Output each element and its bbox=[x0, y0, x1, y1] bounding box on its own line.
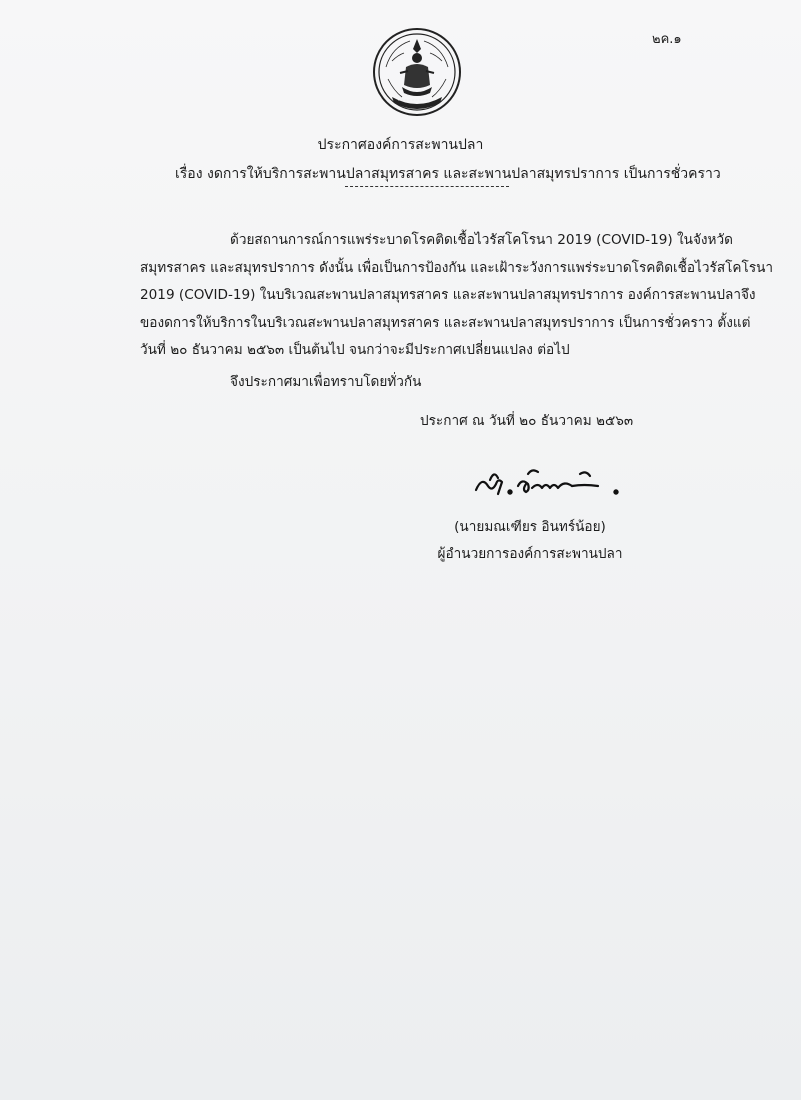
signer-name: (นายมณเฑียร อินทร์น้อย) bbox=[454, 519, 606, 535]
divider bbox=[345, 186, 509, 187]
organization-seal-icon bbox=[372, 27, 462, 117]
signer-title: ผู้อำนวยการองค์การสะพานปลา bbox=[437, 546, 623, 562]
body-line: 2019 (COVID-19) ในบริเวณสะพานปลาสมุทรสาคร และสะพานปลาสมุทรปราการ องค์การสะพานปลาจึง bbox=[140, 287, 756, 303]
page-code: ๒ค.๑ bbox=[652, 32, 682, 47]
signature-icon bbox=[468, 460, 628, 504]
body-line: ของดการให้บริการในบริเวณสะพานปลาสมุทรสาคร และสะพานปลาสมุทรปราการ เป็นการชั่วคราว ตั้งแต่ bbox=[140, 314, 751, 331]
notice-line: จึงประกาศมาเพื่อทราบโดยทั่วกัน bbox=[230, 374, 422, 390]
subject-text: งดการให้บริการสะพานปลาสมุทรสาคร และสะพานปลาสมุทรปราการ เป็นการชั่วคราว bbox=[207, 166, 721, 182]
announcement-date: ประกาศ ณ วันที่ ๒๐ ธันวาคม ๒๕๖๓ bbox=[420, 413, 634, 429]
announcement-title: ประกาศองค์การสะพานปลา bbox=[317, 137, 484, 153]
body-line: วันที่ ๒๐ ธันวาคม ๒๕๖๓ เป็นต้นไป จนกว่าจะมีประกาศเปลี่ยนแปลง ต่อไป bbox=[140, 342, 570, 358]
subject-label: เรื่อง bbox=[175, 166, 203, 182]
body-line: ด้วยสถานการณ์การแพร่ระบาดโรคติดเชื้อไวรัสโคโรนา 2019 (COVID-19) ในจังหวัด bbox=[230, 232, 733, 248]
body-line: สมุทรสาคร และสมุทรปราการ ดังนั้น เพื่อเป็นการป้องกัน และเฝ้าระวังการแพร่ระบาดโรคติดเชื้อไวรัสโคโรนา bbox=[140, 259, 774, 276]
announcement-body bbox=[140, 227, 774, 365]
